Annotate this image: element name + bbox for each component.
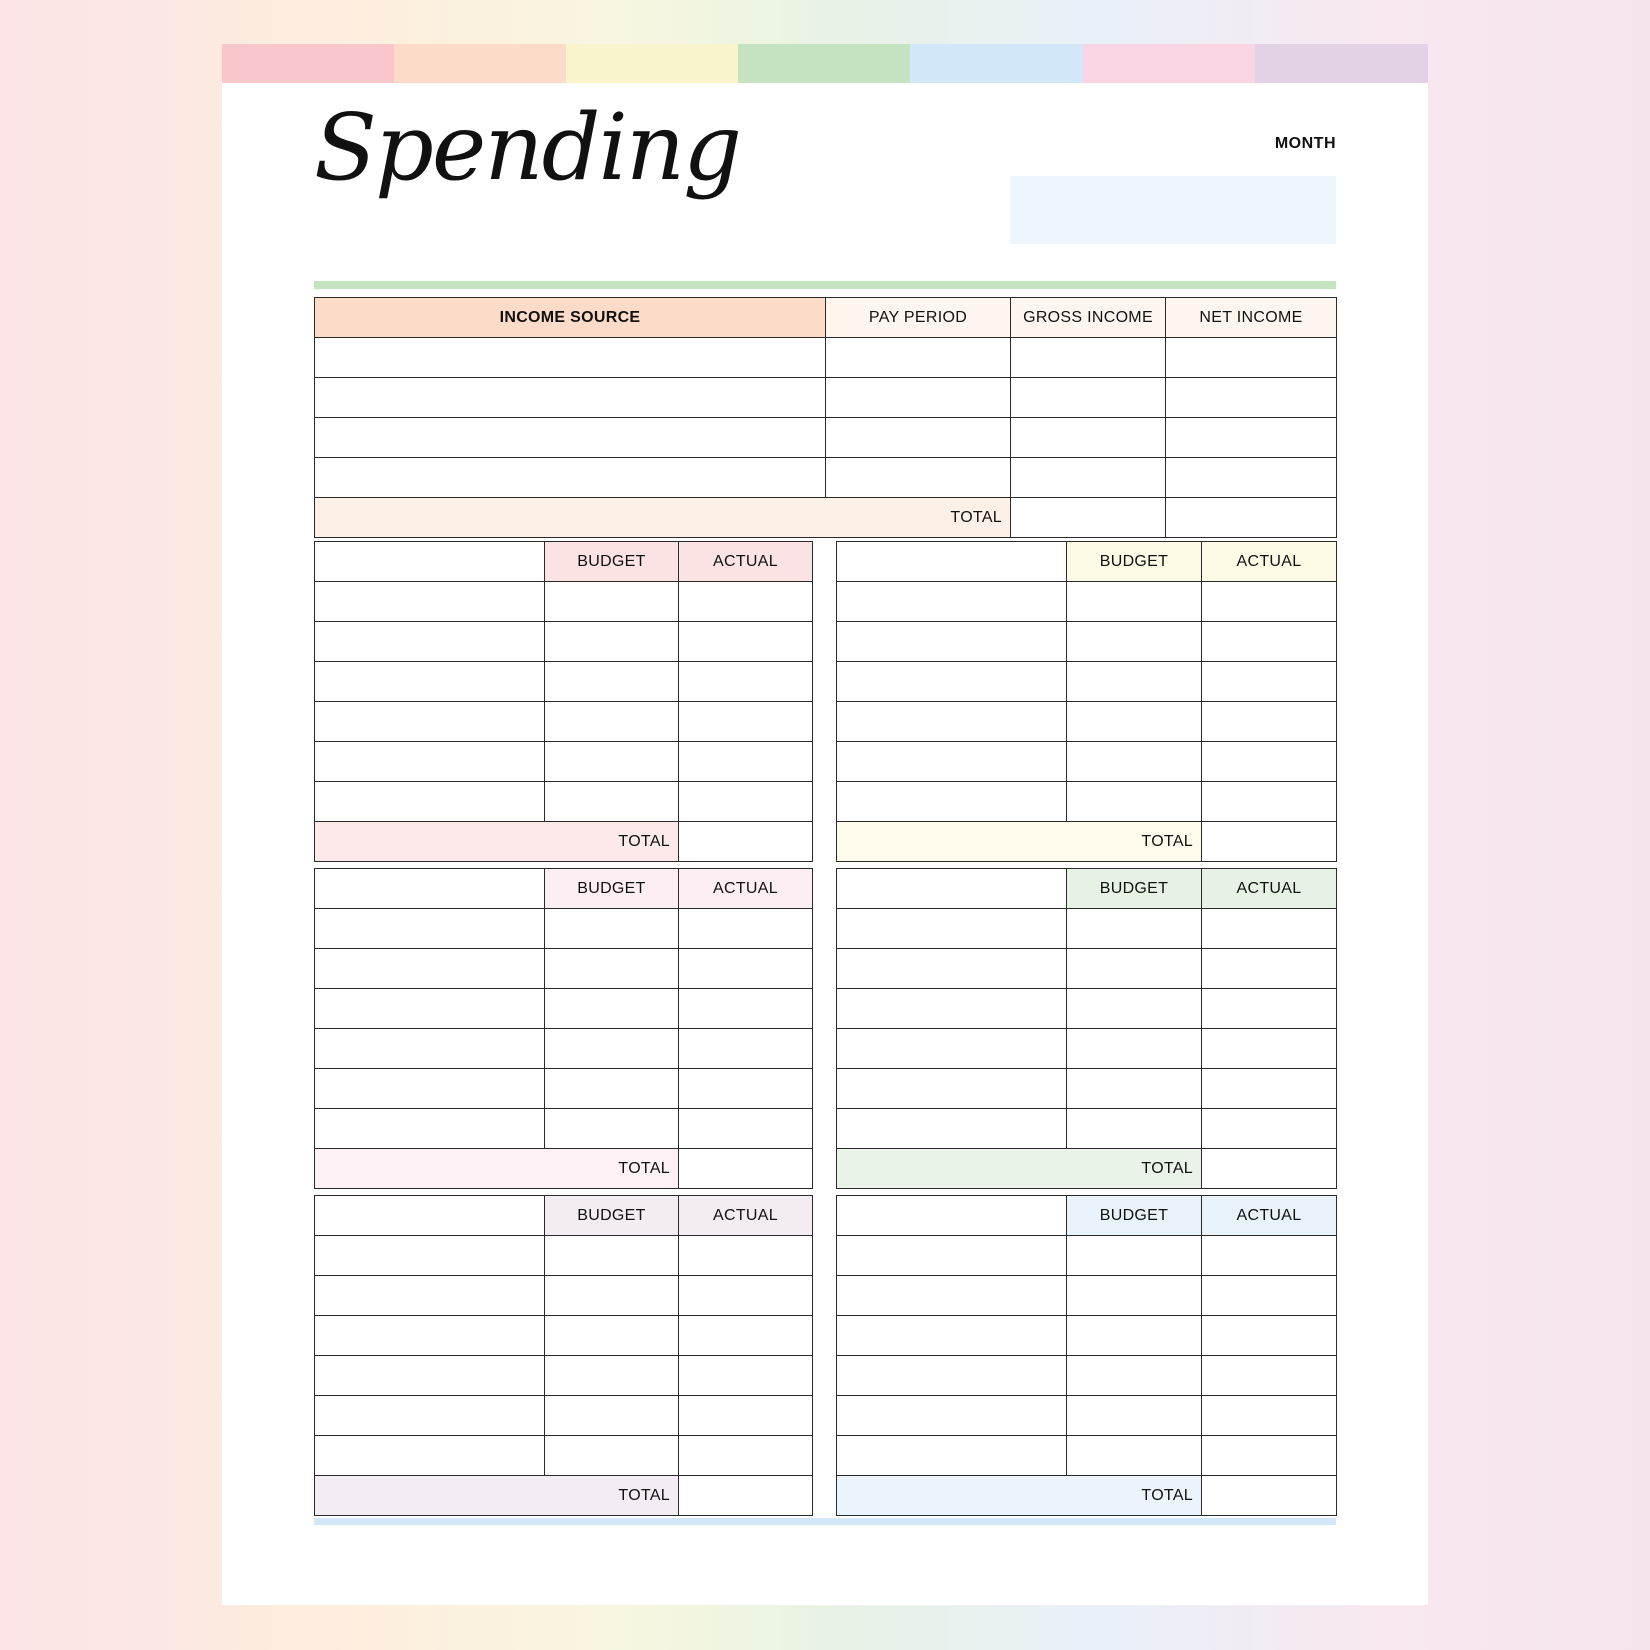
item-cell[interactable] xyxy=(315,1436,545,1476)
budget-cell[interactable] xyxy=(545,989,679,1029)
budget-cell[interactable] xyxy=(545,1109,679,1149)
actual-cell[interactable] xyxy=(1202,582,1337,622)
budget-cell[interactable] xyxy=(545,1029,679,1069)
stripe-segment xyxy=(1083,44,1256,83)
category-row xyxy=(837,1236,1337,1276)
category-name-cell[interactable] xyxy=(837,542,1067,582)
item-cell[interactable] xyxy=(315,949,545,989)
actual-cell[interactable] xyxy=(679,1029,813,1069)
category-row xyxy=(315,1356,813,1396)
category-row xyxy=(837,1356,1337,1396)
income-table xyxy=(314,297,1337,538)
item-cell[interactable] xyxy=(837,1396,1067,1436)
budget-cell[interactable] xyxy=(1067,1356,1202,1396)
category-row xyxy=(315,1276,813,1316)
actual-header: ACTUAL xyxy=(679,869,813,909)
budget-cell[interactable] xyxy=(545,1396,679,1436)
net-total-cell[interactable] xyxy=(1166,498,1337,538)
income-cell[interactable] xyxy=(1011,338,1166,378)
item-cell[interactable] xyxy=(315,989,545,1029)
budget-cell[interactable] xyxy=(545,1069,679,1109)
actual-cell[interactable] xyxy=(1202,622,1337,662)
category-row xyxy=(837,582,1337,622)
budget-cell[interactable] xyxy=(1067,742,1202,782)
category-row xyxy=(315,662,813,702)
category-header-row xyxy=(837,1196,1337,1236)
actual-cell[interactable] xyxy=(1202,1316,1337,1356)
actual-cell[interactable] xyxy=(1202,742,1337,782)
stripe-segment xyxy=(394,44,567,83)
category-name-cell[interactable] xyxy=(315,869,545,909)
category-total-row xyxy=(315,1149,813,1189)
item-cell[interactable] xyxy=(315,1356,545,1396)
item-cell[interactable] xyxy=(315,742,545,782)
category-total-label: TOTAL xyxy=(315,822,679,862)
category-row xyxy=(837,909,1337,949)
actual-cell[interactable] xyxy=(1202,1236,1337,1276)
item-cell[interactable] xyxy=(837,989,1067,1029)
budget-cell[interactable] xyxy=(1067,909,1202,949)
pay-period-header: PAY PERIOD xyxy=(826,298,1011,338)
category-row xyxy=(837,742,1337,782)
category-row xyxy=(837,1276,1337,1316)
actual-cell[interactable] xyxy=(679,1069,813,1109)
income-cell[interactable] xyxy=(315,418,826,458)
actual-header: ACTUAL xyxy=(679,542,813,582)
income-cell[interactable] xyxy=(1011,458,1166,498)
budget-cell[interactable] xyxy=(1067,1029,1202,1069)
category-row xyxy=(315,909,813,949)
budget-cell[interactable] xyxy=(545,702,679,742)
budget-header: BUDGET xyxy=(545,1196,679,1236)
stripe-segment xyxy=(566,44,739,83)
budget-cell[interactable] xyxy=(545,742,679,782)
item-cell[interactable] xyxy=(315,1069,545,1109)
budget-header: BUDGET xyxy=(1067,542,1202,582)
budget-cell[interactable] xyxy=(1067,1276,1202,1316)
item-cell[interactable] xyxy=(837,1069,1067,1109)
budget-cell[interactable] xyxy=(545,1316,679,1356)
item-cell[interactable] xyxy=(837,1109,1067,1149)
category-name-cell[interactable] xyxy=(315,1196,545,1236)
budget-cell[interactable] xyxy=(545,949,679,989)
category-row xyxy=(837,622,1337,662)
total-actual-cell[interactable] xyxy=(1202,822,1337,862)
actual-cell[interactable] xyxy=(1202,909,1337,949)
actual-cell[interactable] xyxy=(1202,1396,1337,1436)
actual-cell[interactable] xyxy=(679,782,813,822)
income-cell[interactable] xyxy=(1166,418,1337,458)
stripe-segment xyxy=(222,44,395,83)
income-row xyxy=(315,418,1337,458)
category-row xyxy=(315,1236,813,1276)
item-cell[interactable] xyxy=(315,1029,545,1069)
category-row xyxy=(837,1069,1337,1109)
total-actual-cell[interactable] xyxy=(679,822,813,862)
category-total-row xyxy=(315,1476,813,1516)
category-table xyxy=(836,868,1337,1189)
actual-cell[interactable] xyxy=(679,909,813,949)
category-table xyxy=(314,1195,813,1516)
actual-cell[interactable] xyxy=(1202,949,1337,989)
budget-cell[interactable] xyxy=(1067,582,1202,622)
budget-cell[interactable] xyxy=(545,582,679,622)
category-name-cell[interactable] xyxy=(837,1196,1067,1236)
category-name-cell[interactable] xyxy=(315,542,545,582)
month-field[interactable] xyxy=(1010,176,1336,244)
category-header-row xyxy=(315,542,813,582)
actual-cell[interactable] xyxy=(679,742,813,782)
budget-cell[interactable] xyxy=(545,1276,679,1316)
category-total-row xyxy=(837,1149,1337,1189)
category-header-row xyxy=(837,542,1337,582)
budget-cell[interactable] xyxy=(545,1236,679,1276)
item-cell[interactable] xyxy=(837,1276,1067,1316)
total-actual-cell[interactable] xyxy=(679,1149,813,1189)
budget-cell[interactable] xyxy=(1067,662,1202,702)
category-name-cell[interactable] xyxy=(837,869,1067,909)
category-total-label: TOTAL xyxy=(837,822,1202,862)
item-cell[interactable] xyxy=(315,909,545,949)
category-row xyxy=(315,989,813,1029)
item-cell[interactable] xyxy=(837,742,1067,782)
item-cell[interactable] xyxy=(315,702,545,742)
actual-cell[interactable] xyxy=(679,1316,813,1356)
category-row xyxy=(315,949,813,989)
bottom-divider xyxy=(314,1518,1336,1525)
actual-cell[interactable] xyxy=(679,949,813,989)
income-header-row xyxy=(315,298,1337,338)
actual-header: ACTUAL xyxy=(1202,542,1337,582)
category-row xyxy=(315,1109,813,1149)
category-row xyxy=(315,742,813,782)
item-cell[interactable] xyxy=(315,1276,545,1316)
item-cell[interactable] xyxy=(837,702,1067,742)
item-cell[interactable] xyxy=(837,1236,1067,1276)
income-cell[interactable] xyxy=(1011,418,1166,458)
item-cell[interactable] xyxy=(315,1316,545,1356)
budget-cell[interactable] xyxy=(1067,989,1202,1029)
top-divider xyxy=(314,281,1336,289)
item-cell[interactable] xyxy=(837,909,1067,949)
budget-cell[interactable] xyxy=(545,622,679,662)
income-cell[interactable] xyxy=(315,458,826,498)
income-cell[interactable] xyxy=(826,378,1011,418)
category-row xyxy=(315,1316,813,1356)
actual-cell[interactable] xyxy=(679,989,813,1029)
income-row xyxy=(315,458,1337,498)
category-total-row xyxy=(315,822,813,862)
stripe-segment xyxy=(738,44,911,83)
category-row xyxy=(837,1029,1337,1069)
category-row xyxy=(837,949,1337,989)
budget-cell[interactable] xyxy=(1067,702,1202,742)
category-row xyxy=(315,702,813,742)
item-cell[interactable] xyxy=(837,1356,1067,1396)
budget-cell[interactable] xyxy=(545,782,679,822)
item-cell[interactable] xyxy=(837,582,1067,622)
month-label: MONTH xyxy=(1274,135,1336,152)
actual-cell[interactable] xyxy=(1202,702,1337,742)
category-table xyxy=(836,541,1337,862)
actual-cell[interactable] xyxy=(679,1356,813,1396)
budget-header: BUDGET xyxy=(1067,869,1202,909)
budget-cell[interactable] xyxy=(545,909,679,949)
budget-cell[interactable] xyxy=(1067,1236,1202,1276)
item-cell[interactable] xyxy=(315,582,545,622)
net-income-header: NET INCOME xyxy=(1166,298,1337,338)
income-cell[interactable] xyxy=(826,418,1011,458)
category-row xyxy=(837,1109,1337,1149)
income-cell[interactable] xyxy=(1166,338,1337,378)
category-total-label: TOTAL xyxy=(837,1476,1202,1516)
category-row xyxy=(837,1316,1337,1356)
category-total-row xyxy=(837,1476,1337,1516)
actual-cell[interactable] xyxy=(1202,1276,1337,1316)
actual-cell[interactable] xyxy=(1202,1069,1337,1109)
actual-header: ACTUAL xyxy=(1202,869,1337,909)
income-cell[interactable] xyxy=(315,378,826,418)
income-total-row xyxy=(315,498,1337,538)
category-row xyxy=(837,989,1337,1029)
category-row xyxy=(315,622,813,662)
actual-header: ACTUAL xyxy=(1202,1196,1337,1236)
item-cell[interactable] xyxy=(837,622,1067,662)
income-cell[interactable] xyxy=(1166,378,1337,418)
income-cell[interactable] xyxy=(826,338,1011,378)
total-actual-cell[interactable] xyxy=(679,1476,813,1516)
actual-cell[interactable] xyxy=(1202,1356,1337,1396)
actual-cell[interactable] xyxy=(679,1236,813,1276)
gross-total-cell[interactable] xyxy=(1011,498,1166,538)
budget-cell[interactable] xyxy=(1067,1069,1202,1109)
item-cell[interactable] xyxy=(837,1316,1067,1356)
category-row xyxy=(315,1069,813,1109)
budget-cell[interactable] xyxy=(1067,782,1202,822)
income-row xyxy=(315,378,1337,418)
income-total-label: TOTAL xyxy=(315,498,1011,538)
budget-cell[interactable] xyxy=(1067,622,1202,662)
actual-header: ACTUAL xyxy=(679,1196,813,1236)
stripe-segment xyxy=(1255,44,1428,83)
item-cell[interactable] xyxy=(837,782,1067,822)
item-cell[interactable] xyxy=(837,949,1067,989)
category-total-label: TOTAL xyxy=(315,1476,679,1516)
total-actual-cell[interactable] xyxy=(1202,1476,1337,1516)
budget-cell[interactable] xyxy=(545,662,679,702)
category-table xyxy=(314,541,813,862)
actual-cell[interactable] xyxy=(679,582,813,622)
budget-cell[interactable] xyxy=(1067,1396,1202,1436)
actual-cell[interactable] xyxy=(1202,1436,1337,1476)
item-cell[interactable] xyxy=(315,782,545,822)
income-cell[interactable] xyxy=(315,338,826,378)
category-row xyxy=(315,782,813,822)
page-title: Spending xyxy=(314,94,741,201)
stripe-segment xyxy=(910,44,1084,83)
actual-cell[interactable] xyxy=(679,1396,813,1436)
planner-page xyxy=(222,44,1428,1605)
actual-cell[interactable] xyxy=(1202,1029,1337,1069)
category-row xyxy=(315,1436,813,1476)
category-row xyxy=(837,702,1337,742)
category-row xyxy=(315,1396,813,1436)
item-cell[interactable] xyxy=(837,662,1067,702)
income-cell[interactable] xyxy=(826,458,1011,498)
item-cell[interactable] xyxy=(315,622,545,662)
category-row xyxy=(837,782,1337,822)
category-row xyxy=(315,1029,813,1069)
item-cell[interactable] xyxy=(315,1236,545,1276)
actual-cell[interactable] xyxy=(679,662,813,702)
gross-income-header: GROSS INCOME xyxy=(1011,298,1166,338)
category-table xyxy=(314,868,813,1189)
item-cell[interactable] xyxy=(837,1436,1067,1476)
category-total-label: TOTAL xyxy=(837,1149,1202,1189)
actual-cell[interactable] xyxy=(679,1436,813,1476)
budget-header: BUDGET xyxy=(545,542,679,582)
budget-cell[interactable] xyxy=(545,1356,679,1396)
actual-cell[interactable] xyxy=(679,1109,813,1149)
category-row xyxy=(315,582,813,622)
item-cell[interactable] xyxy=(315,1109,545,1149)
budget-cell[interactable] xyxy=(1067,1436,1202,1476)
income-row xyxy=(315,338,1337,378)
item-cell[interactable] xyxy=(315,1396,545,1436)
budget-cell[interactable] xyxy=(1067,1109,1202,1149)
category-total-row xyxy=(837,822,1337,862)
actual-cell[interactable] xyxy=(1202,662,1337,702)
income-cell[interactable] xyxy=(1166,458,1337,498)
category-table xyxy=(836,1195,1337,1516)
category-header-row xyxy=(315,869,813,909)
actual-cell[interactable] xyxy=(1202,989,1337,1029)
income-source-header: INCOME SOURCE xyxy=(315,298,826,338)
actual-cell[interactable] xyxy=(679,622,813,662)
category-row xyxy=(837,1396,1337,1436)
actual-cell[interactable] xyxy=(679,702,813,742)
budget-cell[interactable] xyxy=(545,1436,679,1476)
actual-cell[interactable] xyxy=(1202,1109,1337,1149)
category-row xyxy=(837,1436,1337,1476)
budget-header: BUDGET xyxy=(545,869,679,909)
budget-cell[interactable] xyxy=(1067,1316,1202,1356)
category-row xyxy=(837,662,1337,702)
item-cell[interactable] xyxy=(837,1029,1067,1069)
category-total-label: TOTAL xyxy=(315,1149,679,1189)
category-header-row xyxy=(837,869,1337,909)
actual-cell[interactable] xyxy=(679,1276,813,1316)
income-cell[interactable] xyxy=(1011,378,1166,418)
actual-cell[interactable] xyxy=(1202,782,1337,822)
budget-header: BUDGET xyxy=(1067,1196,1202,1236)
total-actual-cell[interactable] xyxy=(1202,1149,1337,1189)
item-cell[interactable] xyxy=(315,662,545,702)
category-header-row xyxy=(315,1196,813,1236)
budget-cell[interactable] xyxy=(1067,949,1202,989)
